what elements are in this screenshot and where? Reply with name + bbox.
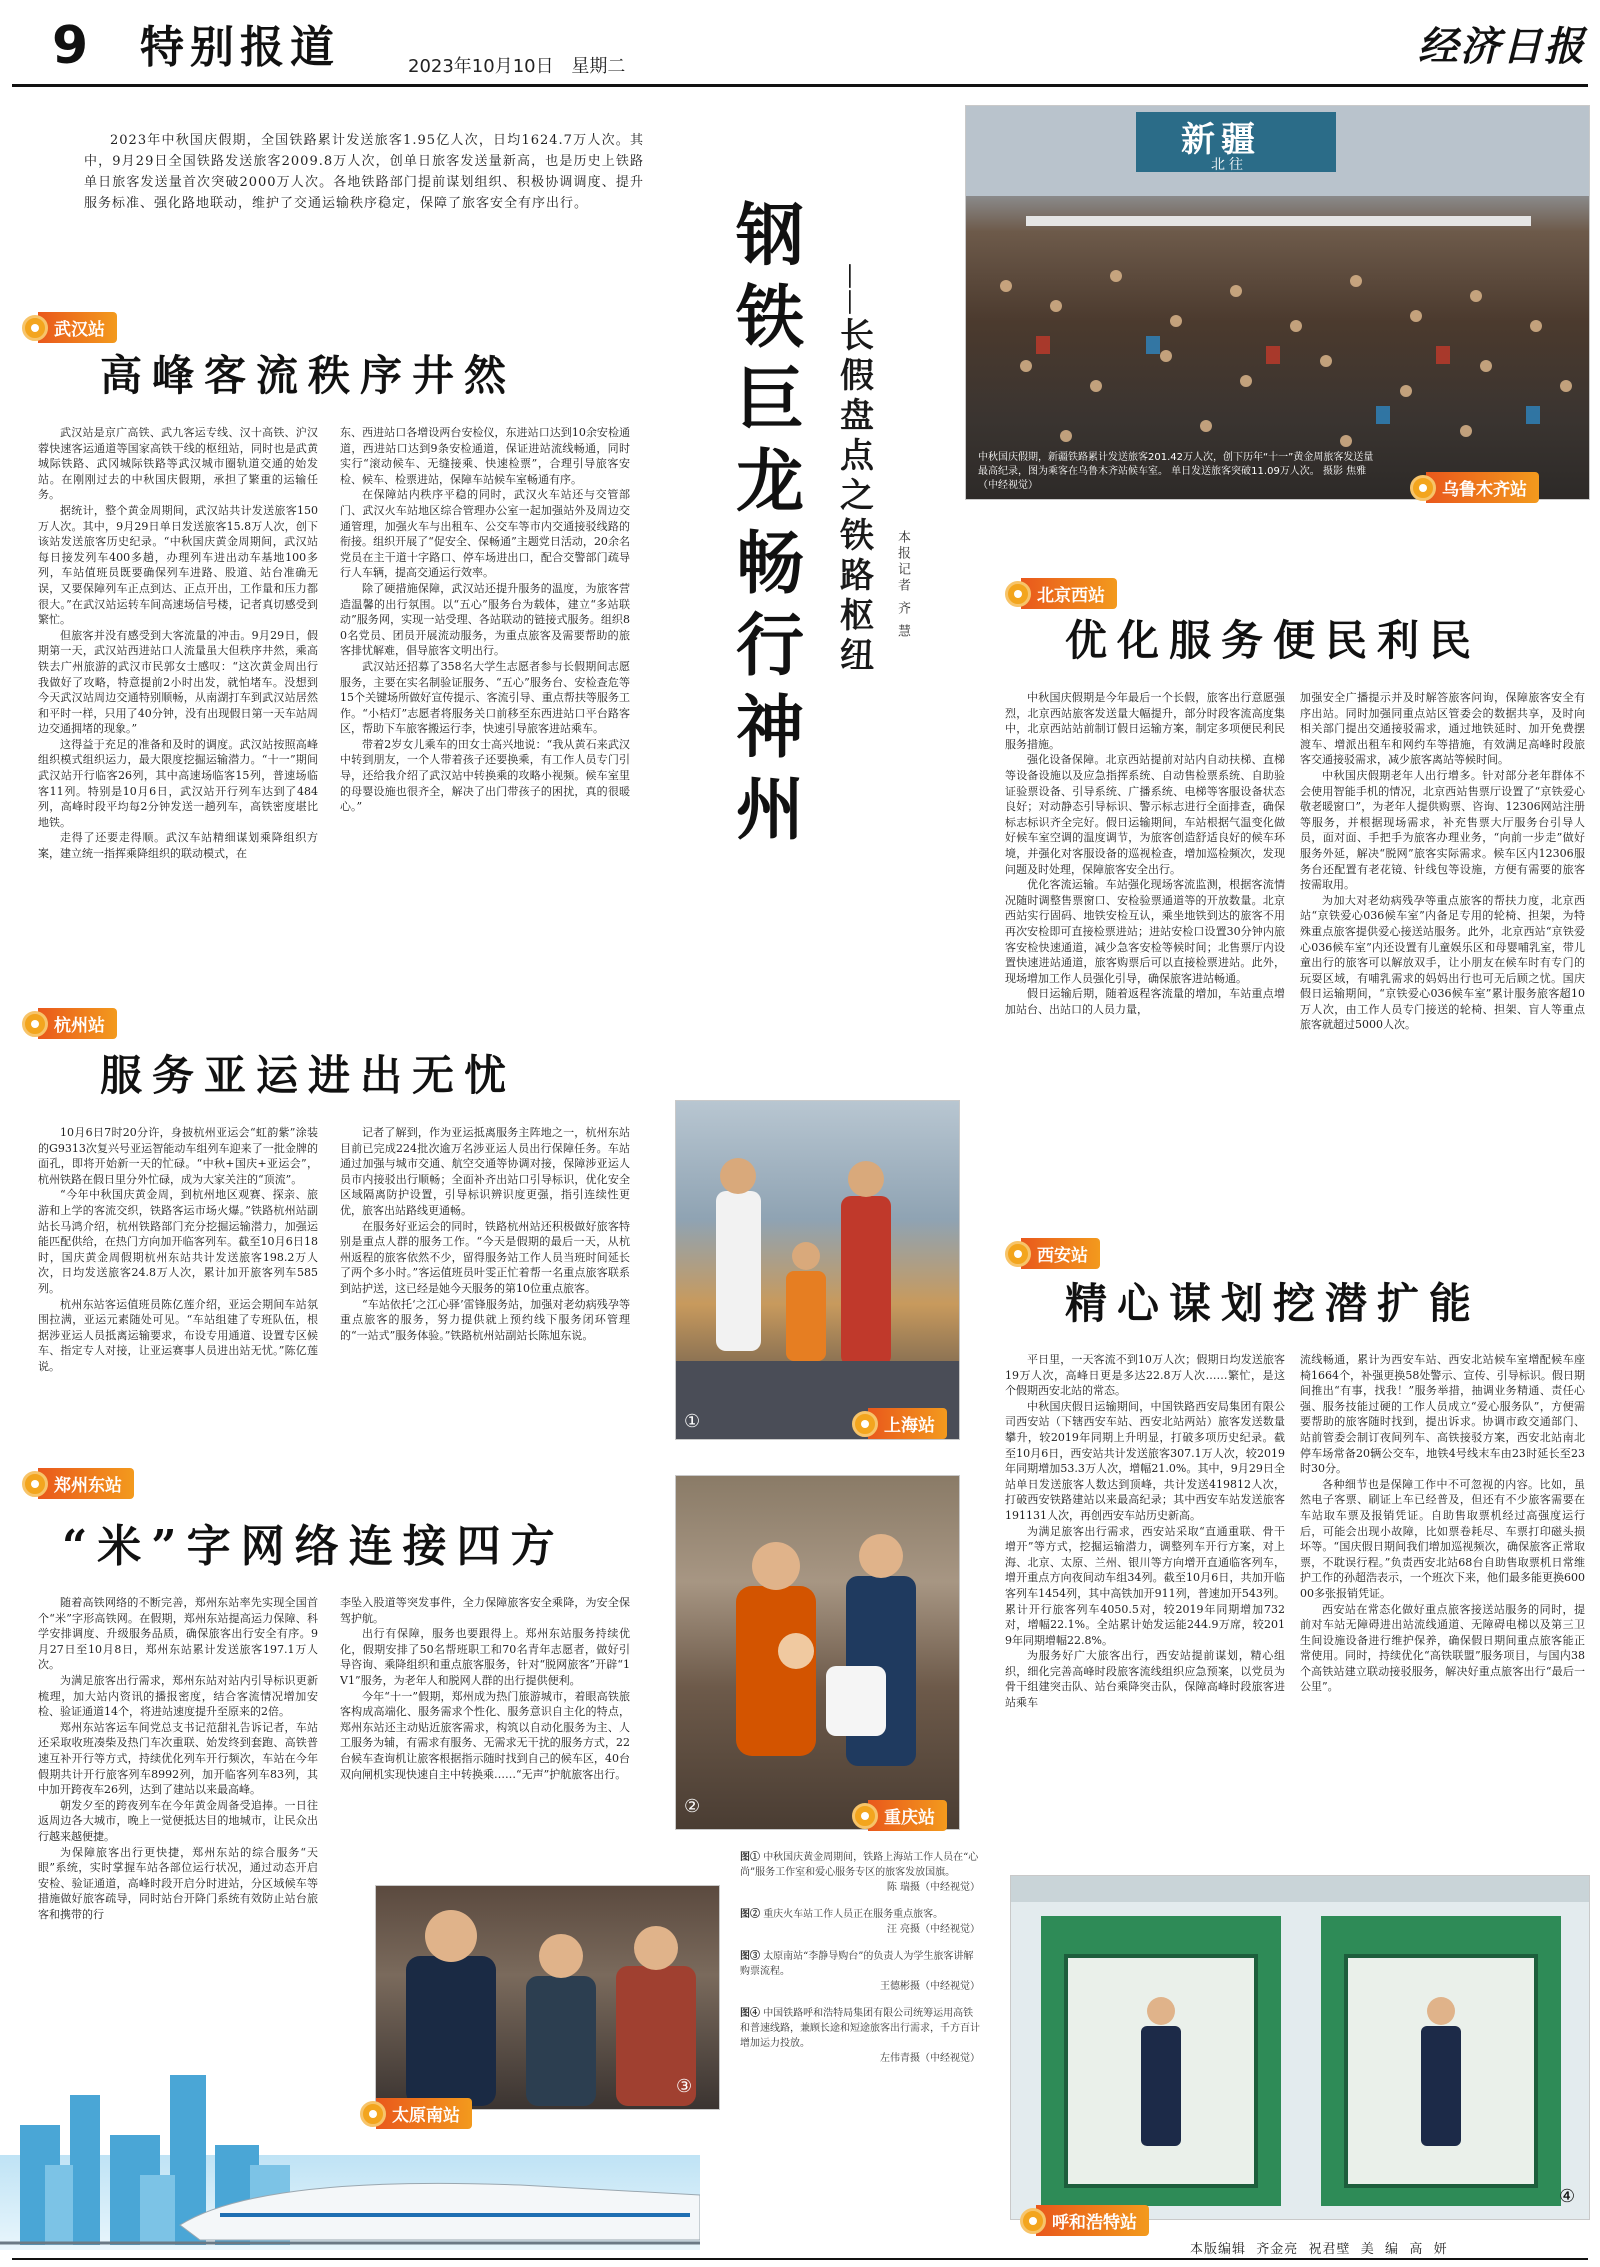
zhengzhou-headline: “米”字网络连接四方 xyxy=(62,1521,565,1572)
station-tag-beijingxi xyxy=(1005,578,1117,609)
station-tag-hangzhou xyxy=(22,1008,117,1039)
station-tag-huhehaote xyxy=(1020,2205,1149,2236)
zhengzhou-paragraph: 随着高铁网络的不断完善，郑州东站率先实现全国首个“米”字形高铁网。在假期，郑州东站提高运力保障、科学安排调度、升级服务品质，确保旅客出行安全有序。9月27日至10月8日，郑州东站累计发送旅客197.1万人次。 xyxy=(38,1596,318,1672)
wuhan-paragraph: 但旅客并没有感受到大客流量的冲击。9月29日，假期第一天，武汉站西进站口人流量虽大但秩序井然，乘高铁去广州旅游的武汉市民郭女士感叹：“这次黄金周出行我做好了攻略，特意提前2小时出发，就怕堵车。没想到今天武汉站周边交通特别顺畅，从南湖打车到武汉站居然和平时一样，只用了40分钟，没有出现假日第一天车站周边交通拥堵的现象。” xyxy=(38,628,318,736)
zhengzhou-column-2 xyxy=(340,1595,630,1885)
huhehaote-illustration xyxy=(1011,1876,1590,2220)
wuhan-column-2 xyxy=(340,425,630,1010)
wuhan-paragraph: 武汉站还招募了358名大学生志愿者参与长假期间志愿服务，主要在实名制验证服务、“五心”服务台、安检查危等15个关键场所做好宣传提示、客流引导、重点帮扶等服务工作。“小桔灯”志愿者将服务关口前移至东西进站口平台路客区，帮助下车旅客搬运行李，快速引导旅客进站乘车。 xyxy=(340,659,630,736)
xian-paragraph: 为满足旅客出行需求，西安站采取“直通重联、骨干增开”等方式，挖掘运输潜力，调整列车开行方案，对上海、北京、太原、兰州、银川等方向增开直通临客列车，增开重点方向夜间动车组34列。截至10月6日，共加开临客列车1454列，其中高铁加开911列，普速加开543列。累计开行旅客列车4050.5对，较2019年同期增加732对，增幅22.1%。全站累计始发运能244.9万席，较2019年同期增幅22.8%。 xyxy=(1005,1524,1285,1647)
station-tag-label: 武汉站 xyxy=(38,312,117,343)
sub-title-char: 路 xyxy=(840,556,874,596)
caption-text: 中国铁路呼和浩特局集团有限公司统筹运用高铁和普速线路，兼顾长途和短途旅客出行需求，千方百计增加运力投放。 xyxy=(740,2008,980,2049)
sub-title-char: 盘 xyxy=(840,396,874,436)
xian-paragraph: 西安站在常态化做好重点旅客接送站服务的同时，提前对车站无障碍进出站流线通道、无障碍电梯以及第三卫生间设施设备进行维护保养，确保假日期间重点旅客能正常使用。同时，持续优化“高铁联盟”服务项目，与国内38个高铁站建立联动接驳服务，解决好重点旅客出行“最后一公里”。 xyxy=(1300,1602,1585,1694)
caption-credit: 陈 瑞摄（中经视觉） xyxy=(886,1882,980,1893)
location-pin-icon xyxy=(22,1011,48,1037)
hangzhou-paragraph: 记者了解到，作为亚运抵离服务主阵地之一，杭州东站目前已完成224批次逾万名涉亚运人员出行保障任务。车站通过加强与城市交通、航空交通等协调对接，保障涉亚运人员市内接驳出行顺畅；全面补齐出站口引导标识，优化安全区域隔离防护设置，引导标识辨识度更强，指引连续性更优，旅客出站路线更通畅。 xyxy=(340,1126,630,1217)
hangzhou-column-2 xyxy=(340,1125,630,1437)
sub-title-char: 长 xyxy=(840,316,874,356)
station-tag-label: 郑州东站 xyxy=(38,1468,134,1499)
location-pin-icon xyxy=(22,1471,48,1497)
lead-paragraph xyxy=(84,130,644,262)
wuhan-paragraph: 据统计，整个黄金周期间，武汉站共计发送旅客150万人次。其中，9月29日单日发送旅客15.8万人次，创下该站发送旅客历史纪录。“中秋国庆黄金周期间，武汉站每日接发列车400多趟，办理列车进出动车基地100多列，车站值班员既要确保列车进路、股道、站台准确无误，又要保障列车正点到达、正点开出，工作量和压力都很大。”在武汉站运转车间高速场信号楼，记者真切感受到繁忙。 xyxy=(38,503,318,627)
xian-paragraph: 流线畅通，累计为西安车站、西安北站候车室增配候车座椅1664个，补强更换58处警示、宣传、引导标识。假日期间推出“有事，找我！”服务举措，抽调业务精通、责任心强、服务技能过硬的工作人员成立“爱心服务队”，方便需要帮助的旅客随时找到，提出诉求。协调市政交通部门、站前管委会制订夜间列车、高铁接驳方案，西安北站南北停车场常备20辆公交车，地铁4号线末车由23时延长至23时30分。 xyxy=(1300,1353,1585,1476)
photo-marker-4: ④ xyxy=(1559,2186,1576,2207)
hangzhou-headline: 服务亚运进出无忧 xyxy=(100,1051,517,1100)
main-title-char: 行 xyxy=(735,606,804,686)
page-number: 9 xyxy=(52,16,89,76)
zhengzhou-paragraph: 朝发夕至的跨夜列车在今年黄金周备受追捧。一日往返周边各大城市，晚上一觉便抵达目的地城市，让民众出行越来越便捷。 xyxy=(38,1798,318,1843)
hangzhou-paragraph: “车站依托‘之江心驿’雷锋服务站，加强对老幼病残孕等重点旅客的服务，努力提供就上预约线下服务闭环管理的“一站式”服务体验。”铁路杭州站副站长陈旭东说。 xyxy=(340,1297,630,1342)
hangzhou-paragraph: 杭州东站客运值班员陈亿莲介绍，亚运会期间车站氛围拉满，亚运元素随处可见。“车站组建了专班队伍，根据涉亚运人员抵离运输要求，布设专用通道、设置专区候车、指定专人对接，让亚运赛事人员进出站无忧。”陈亿莲说。 xyxy=(38,1297,318,1373)
huhehaote-photo xyxy=(1010,1875,1590,2220)
xian-column-1 xyxy=(1005,1352,1285,1832)
location-pin-icon xyxy=(1020,2208,1046,2234)
wuhan-paragraph: 在保障站内秩序平稳的同时，武汉火车站还与交管部门、武汉火车站地区综合管理办公室一起加强站外及周边交通管理，加强火车与出租车、公交车等市内交通接驳线路的衔接。组织开展了“促安全、保畅通”主题党日活动，20余名党员在主干道十字路口、停车场进出口，配合交警部门疏导行人车辆，提高交通运行效率。 xyxy=(340,488,630,580)
footer-rule xyxy=(12,2258,1588,2260)
caption-credit: 王德彬摄（中经视觉） xyxy=(880,1981,980,1992)
shanghai-illustration xyxy=(676,1101,960,1440)
wuhan-paragraph: 武汉站是京广高铁、武九客运专线、汉十高铁、沪汉蓉快速客运通道等国家高铁干线的枢纽站，同时也是武黄城际铁路、武冈城际铁路等武汉城市圈轨道交通的始发站。在刚刚过去的中秋国庆假期，承担了繁重的运输任务。 xyxy=(38,426,318,502)
wuhan-paragraph: 带着2岁女儿乘车的田女士高兴地说：“我从黄石来武汉中转到朋友，一个人带着孩子还要换乘，有工作人员专门引导，还给我介绍了武汉站中转换乘的攻略小视频。候车室里的母婴设施也很齐全，解决了出门带孩子的困扰，真的很暖心。” xyxy=(340,737,630,814)
sub-title-char: 之 xyxy=(840,476,874,516)
location-pin-icon xyxy=(22,315,48,341)
photo-marker-1: ① xyxy=(684,1411,701,1432)
station-tag-urumqi xyxy=(1410,472,1539,503)
station-tag-label: 太原南站 xyxy=(376,2098,472,2129)
beijingxi-paragraph: 中秋国庆假期老年人出行增多。针对部分老年群体不会使用智能手机的情况，北京西站售票厅设置了“京铁爱心敬老暖窗口”，为老年人提供购票、咨询、12306网站注册等服务，并根据现场需求，补充售票大厅服务台引导人员，面对面、手把手为旅客办理业务，“向前一步走”做好服务外延，解决“脱网”旅客实际需求。候车区内12306服务台还配置有老花镜、针线包等设施，方便有需要的旅客按需取用。 xyxy=(1300,768,1585,892)
location-pin-icon xyxy=(1005,581,1031,607)
station-tag-chongqing xyxy=(852,1800,947,1831)
station-tag-wuhan xyxy=(22,312,117,343)
beijingxi-paragraph: 加强安全广播提示并及时解答旅客问询，保障旅客安全有序出站。同时加强同重点站区管委会的数据共享，及时向相关部门提出交通接驳需求，通过地铁延时、加开免费摆渡车、增派出租车和网约车等措施，有效满足高峰时段旅客交通接驳需求，减少旅客离站等候时间。 xyxy=(1300,691,1585,767)
newspaper-logo: 经济日报 xyxy=(1418,23,1586,70)
station-tag-label: 乌鲁木齐站 xyxy=(1426,472,1539,503)
main-title-char: 龙 xyxy=(735,442,804,522)
location-pin-icon xyxy=(360,2101,386,2127)
shanghai-photo xyxy=(675,1100,960,1440)
location-pin-icon xyxy=(852,1411,878,1437)
xian-paragraph: 各种细节也是保障工作中不可忽视的内容。比如，虽然电子客票、刷证上车已经普及，但还有不少旅客需要在车站取车票及报销凭证。自助售取票机经过高强度运行后，可能会出现小故障，比如票卷耗尽、车票打印磁头损坏等。“国庆假日期间我们增加巡视频次，确保旅客正常取票，不耽误行程。”负责西安北站68台自助售取票机日常维护工作的孙超浩表示，一个班次下来，他们最多能更换60000多张报销凭证。 xyxy=(1300,1477,1585,1600)
sub-title xyxy=(832,262,882,676)
station-tag-taiyuannan xyxy=(360,2098,472,2129)
wuhan-paragraph: 走得了还要走得顺。武汉车站精细谋划乘降组织方案，建立统一指挥乘降组织的联动模式，在 xyxy=(38,831,318,861)
location-pin-icon xyxy=(1410,475,1436,501)
wuhan-column-1 xyxy=(38,425,318,1010)
beiwang-sign: 北往 xyxy=(1211,157,1247,173)
beijingxi-column-2 xyxy=(1300,690,1585,1250)
caption-text: 重庆火车站工作人员正在服务重点旅客。 xyxy=(763,1909,944,1920)
caption-credit: 左伟青摄（中经视觉） xyxy=(880,2053,980,2064)
hangzhou-paragraph: 10月6日7时20分许，身披杭州亚运会“虹韵紫”涂装的G9313次复兴号亚运智能动车组列车迎来了一批金牌的面孔，即将开始新一天的忙碌。“中秋+国庆+亚运会”，杭州铁路在假日里分外忙碌，成为大家关注的“顶流”。 xyxy=(38,1126,318,1186)
section-title: 特别报道 xyxy=(140,22,340,73)
zhengzhou-paragraph: 出行有保障，服务也要跟得上。郑州东站服务持续优化，假期安排了50名帮班职工和70名青年志愿者，做好引导咨询、乘降组织和重点旅客服务，针对“脱网旅客”开辟“1V1”服务，为老年人和脱网人群的出行提供便利。 xyxy=(340,1627,630,1687)
caption-label: 图① xyxy=(740,1852,760,1863)
chongqing-photo xyxy=(675,1475,960,1830)
beijingxi-paragraph: 为加大对老幼病残孕等重点旅客的帮扶力度，北京西站“京铁爱心036候车室”内备足专用的轮椅、担架，为特殊重点旅客提供爱心接送站服务。此外，北京西站“京铁爱心036候车室”内还设置有儿童娱乐区和母婴哺乳室，带儿童出行的旅客可以解放双手，让小朋友在候车时有专门的玩耍区域，有哺乳需求的妈妈出行也可无后顾之忧。国庆假日运输期间，“京铁爱心036候车室”累计服务旅客超10万人次，由工作人员专门接送的轮椅、担架、盲人等重点旅客就超过5000人次。 xyxy=(1300,893,1585,1032)
sub-title-char: 枢 xyxy=(840,596,874,636)
urumqi-photo-caption: 中秋国庆假期，新疆铁路累计发送旅客201.42万人次，创下历年“十一”黄金周旅客发送量最高纪录，图为乘客在乌鲁木齐站候车室。 单日发送旅客突破11.09万人次。 摄影 焦雅（中经视觉） xyxy=(978,452,1374,491)
date-text: 2023年10月10日 xyxy=(408,56,554,77)
wuhan-paragraph: 东、西进站口各增设两台安检仪，东进站口达到10余安检通道，西进站口达到9条安检通道，保证进站流线畅通，同时实行“滚动候车、无缝接乘、快速检票”，合理引导旅客安检、候车、检票进站，保障车站候车室畅通有序。 xyxy=(340,426,630,486)
crowd-illustration xyxy=(966,106,1590,500)
station-tag-label: 呼和浩特站 xyxy=(1036,2205,1149,2236)
hangzhou-column-1 xyxy=(38,1125,318,1437)
zhengzhou-paragraph: 郑州东站客运车间党总支书记范甜礼告诉记者，车站还采取收班凑柴及热门车次重联、始发终到套跑、高铁普速互补开行等方式，持续优化列车开行频次，车站在今年假期共计开行旅客列车8992列，加开临客列车83列，其中加开跨夜车26列，达到了建站以来最高峰。 xyxy=(38,1720,318,1797)
main-title xyxy=(722,195,818,851)
photo-marker-2: ② xyxy=(684,1796,701,1817)
sub-title-char: 铁 xyxy=(840,516,874,556)
beijingxi-column-1 xyxy=(1005,690,1285,1250)
caption-label: 图④ xyxy=(740,2008,760,2019)
issue-date xyxy=(408,52,625,78)
wuhan-paragraph: 这得益于充足的准备和及时的调度。武汉站按照高峰组织模式组织运力，最大限度挖掘运输潜力。“十一”期间武汉站开行临客26列，其中高速场临客15列，普速场临客11列。特别是10月6日，武汉站开行列车达到了484列，高峰时段平均每2分钟发送一趟列车，高铁密度堪比地铁。 xyxy=(38,737,318,829)
caption-2 xyxy=(740,1907,980,1937)
urumqi-photo xyxy=(965,105,1590,500)
city-train-illustration xyxy=(0,2035,700,2250)
wuhan-headline: 高峰客流秩序井然 xyxy=(100,351,517,400)
xian-paragraph: 为服务好广大旅客出行，西安站提前谋划，精心组织，细化完善高峰时段旅客流线组织应急预案，以党员为骨干组建突击队、站台乘降突击队，保障高峰时段旅客进站乘车 xyxy=(1005,1649,1285,1710)
caption-4 xyxy=(740,2006,980,2066)
xian-headline: 精心谋划挖潜扩能 xyxy=(1065,1279,1482,1328)
editor-credit: 本版编辑 齐金亮 祝君壁 美 编 高 妍 xyxy=(1190,2242,1448,2257)
station-tag-xian xyxy=(1005,1238,1100,1269)
zhengzhou-paragraph: 为满足旅客出行需求，郑州东站对站内引导标识更新梳理，加大站内资讯的播报密度，结合客流情况增加安检、验证通道14个，将进站速度提升至原来的2倍。 xyxy=(38,1673,318,1719)
caption-label: 图③ xyxy=(740,1951,760,1962)
sub-title-char: 纽 xyxy=(840,636,874,676)
main-title-char: 州 xyxy=(735,770,804,850)
main-title-char: 畅 xyxy=(735,524,804,604)
hangzhou-paragraph: “今年中秋国庆黄金周，到杭州地区观赛、探亲、旅游和上学的客流交织，铁路客运市场火爆。”铁路杭州站副站长马鸿介绍，杭州铁路部门充分挖掘运输潜力，加强运能匹配供给，在热门方向加开临客列车。截至10月6日18时，国庆黄金周假期杭州东站共计发送旅客198.2万人次，日均发送旅客24.8万人次，累计加开旅客列车585列。 xyxy=(38,1188,318,1295)
xinjiang-sign: 新疆 xyxy=(1181,120,1261,160)
beijingxi-paragraph: 假日运输后期，随着返程客流量的增加，车站重点增加站台、出站口的人员力量， xyxy=(1005,987,1285,1016)
caption-text: 中秋国庆黄金周期间，铁路上海站工作人员在“心尚”服务工作室和爱心服务专区的旅客发放国旗。 xyxy=(740,1852,979,1878)
sub-title-char: 点 xyxy=(840,436,874,476)
photo-captions xyxy=(740,1850,980,2066)
station-tag-label: 杭州站 xyxy=(38,1008,117,1039)
photo-marker-3: ③ xyxy=(676,2076,693,2097)
xian-paragraph: 中秋国庆假日运输期间，中国铁路西安局集团有限公司西安站（下辖西安车站、西安北站两站）旅客发送数量攀升，较2019年同期上升明显，打破多项历史纪录。截至10月6日，西安站共计发送旅客307.1万人次，较2019年同期增加53.3万人次，增幅21.0%。其中，9月29日全站单日发送旅客人数达到顶峰，共计发送419812人次，打破西安铁路建站以来最高纪录；其中西安车站发送旅客191131人次，再创西安车站历史新高。 xyxy=(1005,1399,1285,1522)
caption-text: 太原南站“李静导购台”的负责人为学生旅客讲解购票流程。 xyxy=(740,1951,974,1977)
caption-credit: 汪 亮摄（中经视觉） xyxy=(886,1924,980,1935)
zhengzhou-paragraph: 今年“十一”假期，郑州成为热门旅游城市，着眼高铁旅客构成高端化、服务需求个性化、服务意识自主化的特点，郑州东站还主动贴近旅客需求，构筑以自动化服务为主、人工服务为辅，有需求有服务、无需求无干扰的服务方式，22台候车查询机让旅客根据指示随时找到自己的候车区，40台双向闸机实现快速自主中转换乘……“无声”护航旅客出行。 xyxy=(340,1689,630,1781)
location-pin-icon xyxy=(852,1803,878,1829)
beijingxi-headline: 优化服务便民利民 xyxy=(1065,616,1482,665)
caption-3 xyxy=(740,1949,980,1994)
xian-column-2 xyxy=(1300,1352,1585,1832)
skyline-train-graphic xyxy=(0,2035,700,2250)
beijingxi-paragraph: 优化客流运输。车站强化现场客流监测，根据客流情况随时调整售票窗口、安检验票通道等的开放数量。北京西站实行固码、地铁安检互认，乘坐地铁到达的旅客不用再次安检即可直接检票进站；进站安检口设置30分钟内旅客安检快速通道，减少急客安检等候时间；北售票厅内设置快速进站通道，旅客购票后可以直接检票进站。此外，现场增加工作人员强化引导，确保旅客进站畅通。 xyxy=(1005,878,1285,985)
station-tag-label: 西安站 xyxy=(1021,1238,1100,1269)
sub-title-char: 假 xyxy=(840,356,874,396)
station-tag-label: 重庆站 xyxy=(868,1800,947,1831)
sub-title-dash: —— xyxy=(836,263,866,315)
beijingxi-paragraph: 中秋国庆假期是今年最后一个长假，旅客出行意愿强烈，北京西站旅客发送量大幅提升，部分时段客流高度集中，北京西站站前制订假日运输方案，制定多项便民利民服务措施。 xyxy=(1005,691,1285,751)
zhengzhou-column-1 xyxy=(38,1595,318,2005)
zhengzhou-paragraph: 为保障旅客出行更快捷，郑州东站的综合服务“天眼”系统，实时掌握车站各部位运行状况，通过动态开启安检、验证通道，高峰时段开启分时进站，分区域候车等措施做好旅客疏导，同时站台开降门系统有效防止站台旅客和携带的行 xyxy=(38,1845,318,1921)
wuhan-paragraph: 除了硬措施保障，武汉站还提升服务的温度，为旅客营造温馨的出行氛围。以“五心”服务台为载体，建立“多站联动”服务网，实现一站受理、各站联动的链接式服务。组织80名党员、团员开展流动服务，为重点旅客及需要帮助的旅客排忧解难，倡导旅客文明出行。 xyxy=(340,581,630,658)
caption-label: 图② xyxy=(740,1909,760,1920)
lead-text: 2023年中秋国庆假期，全国铁路累计发送旅客1.95亿人次，日均1624.7万人次。其中，9月29日全国铁路发送旅客2009.8万人次，创单日旅客发送量新高，也是历史上铁路单日旅客发送量首次突破2000万人次。各地铁路部门提前谋划组织、积极协调调度、提升服务标准、强化路地联动，维护了交通运输秩序稳定，保障了旅客安全有序出行。 xyxy=(84,133,644,211)
station-tag-label: 上海站 xyxy=(868,1408,947,1439)
location-pin-icon xyxy=(1005,1241,1031,1267)
main-title-char: 神 xyxy=(735,688,804,768)
caption-1 xyxy=(740,1850,980,1895)
station-tag-label: 北京西站 xyxy=(1021,578,1117,609)
main-title-char: 钢 xyxy=(735,196,804,276)
station-tag-shanghai xyxy=(852,1408,947,1439)
xian-paragraph: 平日里，一天客流不到10万人次；假期日均发送旅客19万人次，高峰日更是多达22.8万人次……繁忙，是这个假期西安北站的常态。 xyxy=(1005,1353,1285,1398)
page-header xyxy=(0,0,1600,90)
main-title-char: 巨 xyxy=(735,360,804,440)
hangzhou-paragraph: 在服务好亚运会的同时，铁路杭州站还积极做好旅客特别是重点人群的服务工作。“今天是假期的最后一天，从杭州返程的旅客依然不少，留得服务站工作人员当班时间延长了两个多小时。”客运值班员叶雯正忙着帮一名重点旅客联系到站护送，这已经是她今天服务的第10位重点旅客。 xyxy=(340,1219,630,1295)
zhengzhou-paragraph: 李坠入股道等突发事件，全力保障旅客安全乘降，为安全保驾护航。 xyxy=(340,1596,630,1625)
weekday-text: 星期二 xyxy=(571,56,626,77)
station-tag-zhengzhou xyxy=(22,1468,134,1499)
beijingxi-paragraph: 强化设备保障。北京西站提前对站内自动扶梯、直梯等设备设施以及应急指挥系统、自动售检票系统、自助验证验票设备、引导系统、广播系统、电梯等客服设备状态良好；对动静态引导标识、警示标志进行全面排查，确保标志标识齐全完好。假日运输期间，车站根据气温变化做好候车室空调的温度调节，为旅客创造舒适良好的候车环境，并强化对客服设备的巡视检查，增加巡检频次，发现问题及时处理，保障旅客安全出行。 xyxy=(1005,753,1285,876)
byline: 本报记者 齐 慧 xyxy=(895,530,910,641)
chongqing-illustration xyxy=(676,1476,960,1830)
main-title-char: 铁 xyxy=(735,278,804,358)
header-rule xyxy=(12,84,1588,87)
